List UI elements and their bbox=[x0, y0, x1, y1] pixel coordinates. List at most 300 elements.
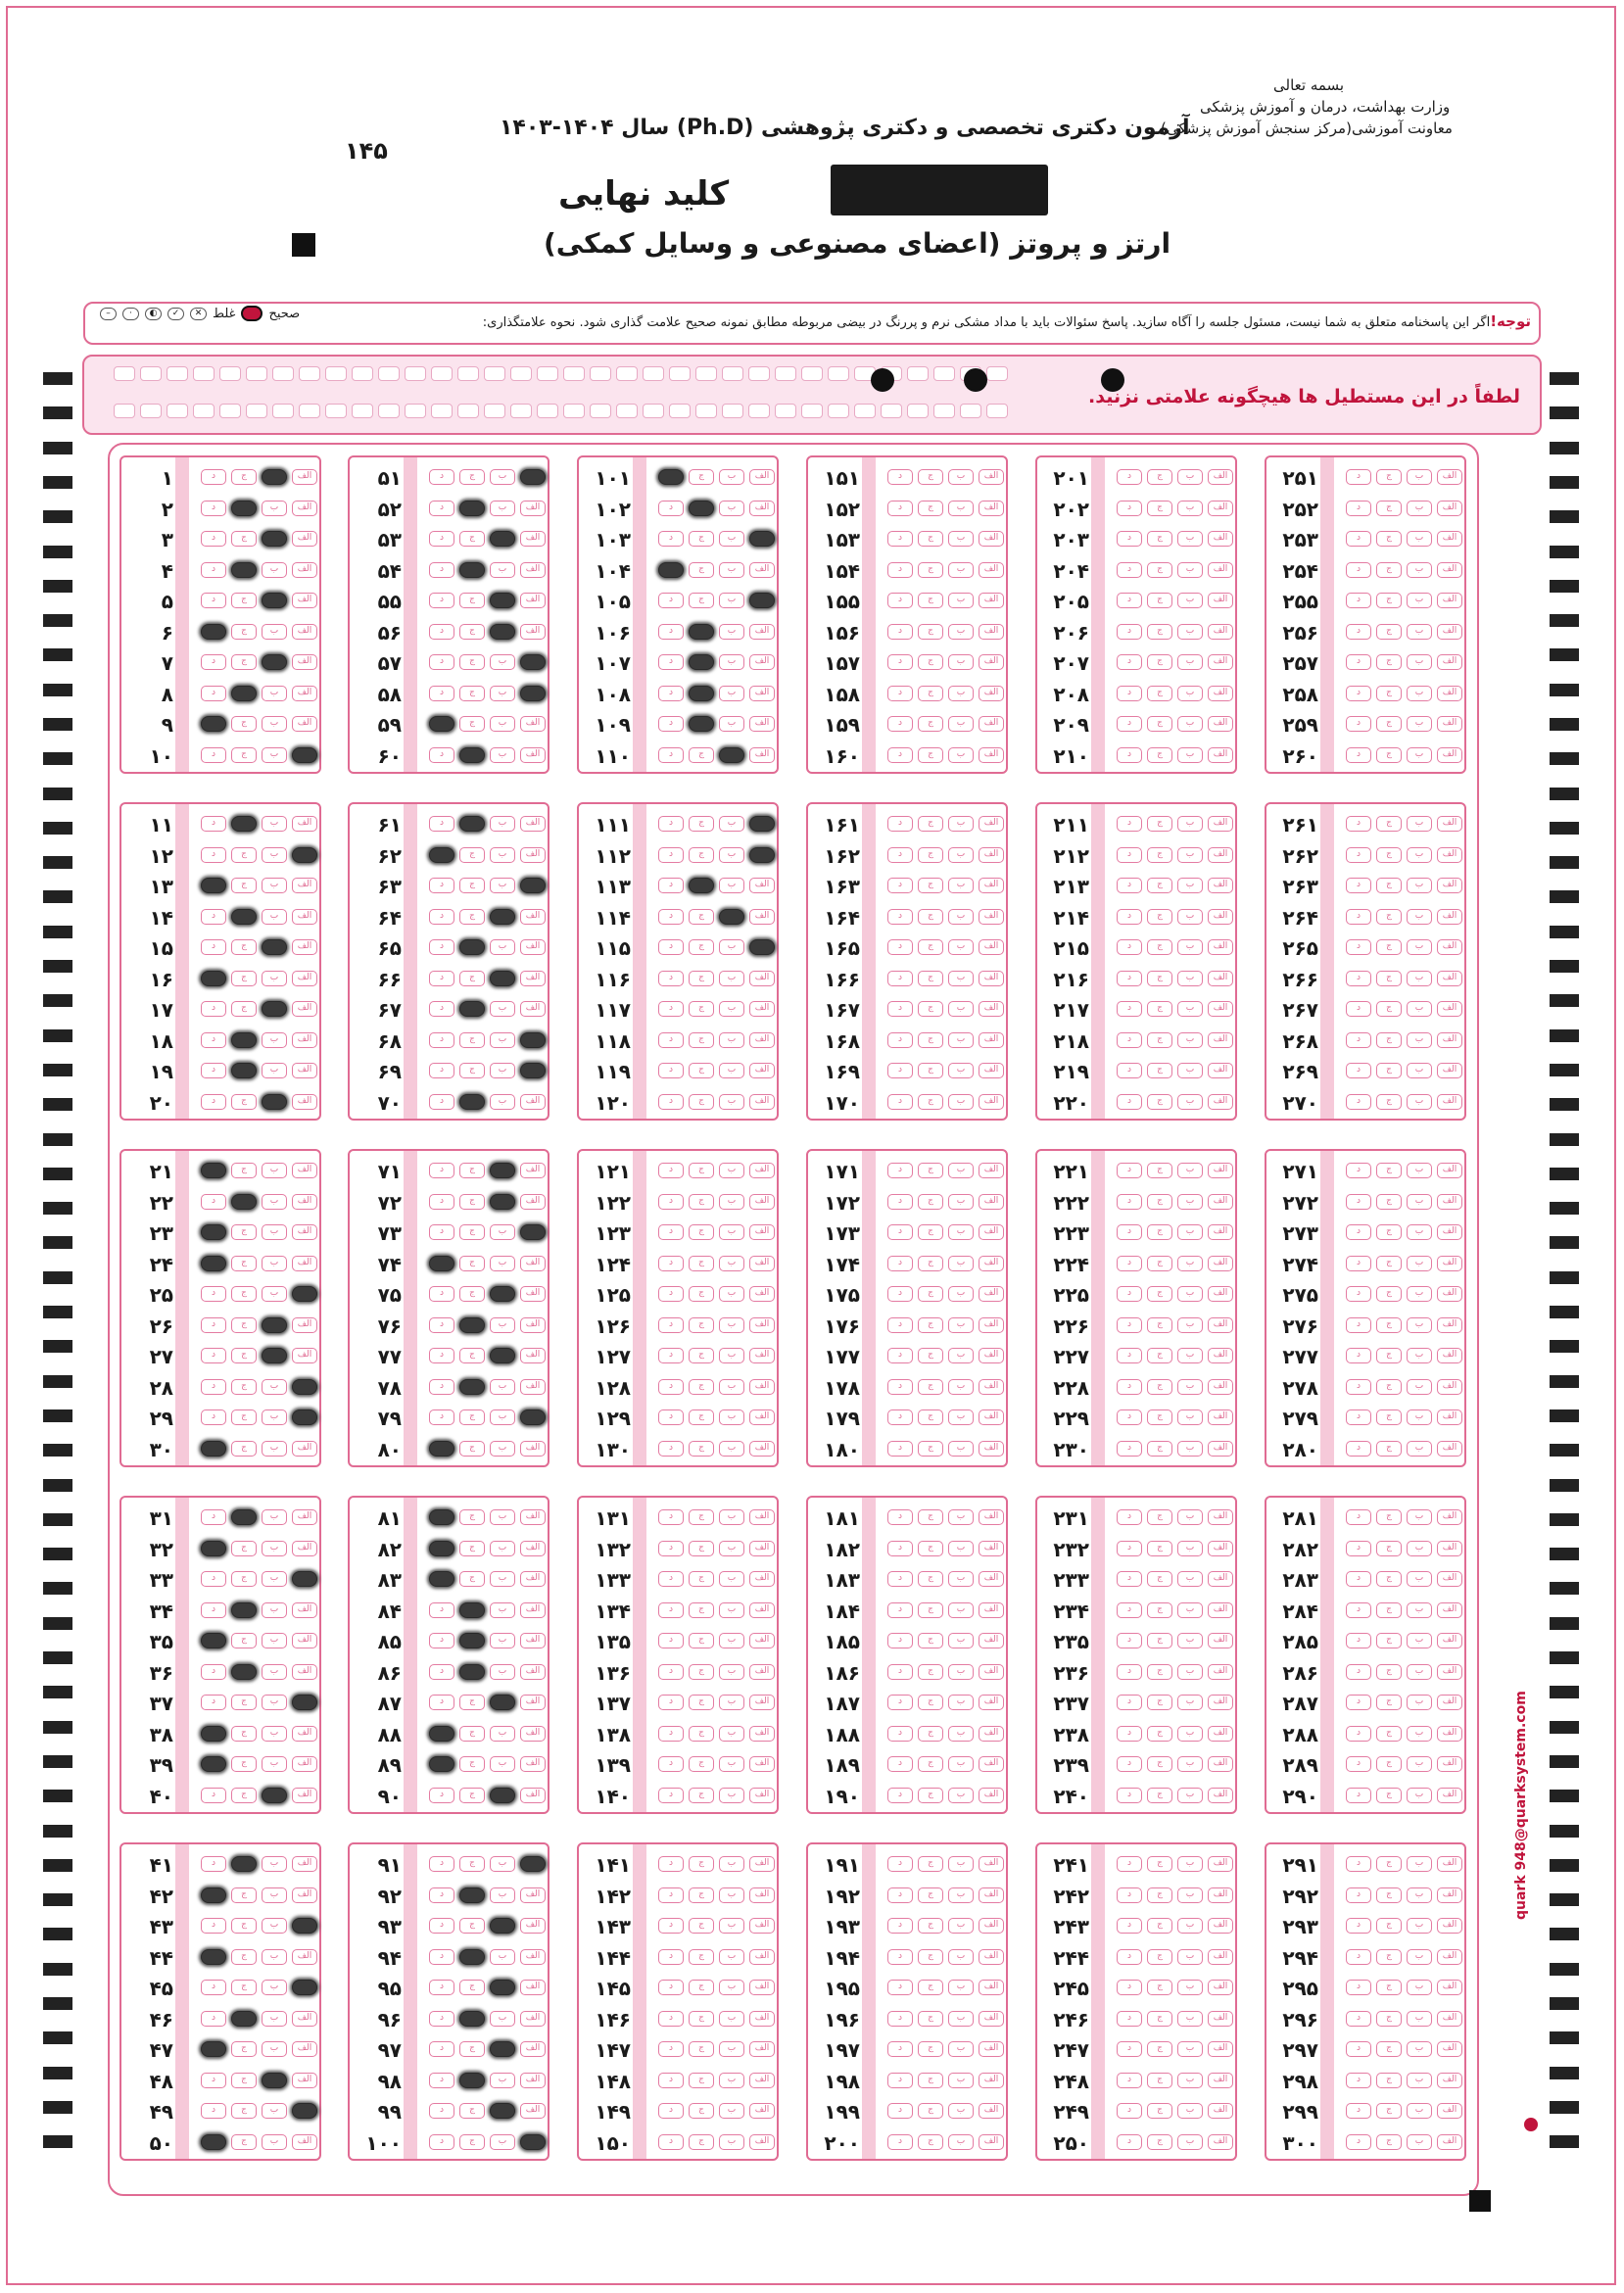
answer-bubble-c[interactable]: ج bbox=[1376, 1726, 1402, 1742]
answer-bubble-b[interactable]: ب bbox=[948, 1509, 974, 1525]
answer-bubble-d[interactable]: د bbox=[1117, 1541, 1142, 1556]
answer-bubble-d[interactable]: د bbox=[1117, 1286, 1142, 1302]
answer-bubble-c[interactable]: ج bbox=[1376, 593, 1402, 608]
answer-bubble-d[interactable]: د bbox=[887, 1094, 913, 1110]
answer-bubble-a[interactable]: الف bbox=[1437, 1664, 1462, 1680]
answer-bubble-c[interactable]: ج bbox=[918, 1441, 943, 1457]
answer-bubble-c[interactable]: ج bbox=[459, 654, 485, 670]
answer-bubble-c[interactable]: ج bbox=[918, 1317, 943, 1333]
answer-bubble-b[interactable]: ب bbox=[1177, 1633, 1203, 1648]
answer-bubble-c[interactable]: ج bbox=[689, 747, 714, 763]
answer-bubble-c[interactable]: ج bbox=[918, 1541, 943, 1556]
answer-bubble-c[interactable]: ج bbox=[231, 1887, 257, 1903]
answer-bubble-a[interactable] bbox=[292, 747, 317, 763]
answer-bubble-d[interactable] bbox=[429, 1256, 454, 1271]
answer-bubble-c[interactable]: ج bbox=[1147, 1887, 1172, 1903]
answer-bubble-b[interactable]: ب bbox=[948, 1379, 974, 1395]
answer-bubble-d[interactable]: د bbox=[1346, 1441, 1371, 1457]
answer-bubble-a[interactable]: الف bbox=[1437, 1094, 1462, 1110]
answer-bubble-d[interactable]: د bbox=[658, 2103, 684, 2119]
answer-bubble-b[interactable]: ب bbox=[719, 1541, 744, 1556]
answer-bubble-a[interactable]: الف bbox=[520, 747, 546, 763]
answer-bubble-c[interactable]: ج bbox=[231, 531, 257, 547]
answer-bubble-d[interactable]: د bbox=[429, 1695, 454, 1710]
answer-bubble-c[interactable]: ج bbox=[1147, 909, 1172, 925]
answer-bubble-d[interactable]: د bbox=[887, 1348, 913, 1363]
answer-bubble-c[interactable] bbox=[459, 562, 485, 578]
answer-bubble-d[interactable]: د bbox=[1346, 1541, 1371, 1556]
answer-bubble-d[interactable]: د bbox=[658, 909, 684, 925]
answer-bubble-c[interactable]: ج bbox=[459, 1571, 485, 1587]
answer-bubble-c[interactable]: ج bbox=[689, 1571, 714, 1587]
answer-bubble-c[interactable]: ج bbox=[1376, 1317, 1402, 1333]
answer-bubble-a[interactable]: الف bbox=[292, 1949, 317, 1965]
answer-bubble-a[interactable]: الف bbox=[1437, 2041, 1462, 2057]
answer-bubble-d[interactable]: د bbox=[1117, 1980, 1142, 1995]
answer-bubble-d[interactable]: د bbox=[201, 501, 226, 516]
answer-bubble-b[interactable]: ب bbox=[719, 531, 744, 547]
answer-bubble-b[interactable]: ب bbox=[719, 1032, 744, 1048]
answer-bubble-b[interactable]: ب bbox=[1177, 1856, 1203, 1872]
answer-bubble-d[interactable]: د bbox=[658, 1980, 684, 1995]
answer-bubble-d[interactable]: د bbox=[429, 531, 454, 547]
answer-bubble-d[interactable]: د bbox=[429, 1286, 454, 1302]
answer-bubble-c[interactable]: ج bbox=[918, 1094, 943, 1110]
answer-bubble-a[interactable]: الف bbox=[979, 593, 1004, 608]
answer-bubble-a[interactable]: الف bbox=[1208, 1509, 1233, 1525]
answer-bubble-d[interactable]: د bbox=[1117, 1856, 1142, 1872]
answer-bubble-c[interactable] bbox=[689, 624, 714, 640]
answer-bubble-a[interactable]: الف bbox=[979, 1788, 1004, 1803]
answer-bubble-b[interactable]: ب bbox=[719, 1856, 744, 1872]
answer-bubble-a[interactable]: الف bbox=[1437, 654, 1462, 670]
answer-bubble-d[interactable]: د bbox=[201, 1856, 226, 1872]
answer-bubble-c[interactable]: ج bbox=[1376, 1441, 1402, 1457]
answer-bubble-b[interactable]: ب bbox=[719, 686, 744, 701]
answer-bubble-b[interactable]: ب bbox=[948, 2073, 974, 2088]
answer-bubble-a[interactable]: الف bbox=[979, 939, 1004, 955]
answer-bubble-c[interactable] bbox=[689, 654, 714, 670]
answer-bubble-b[interactable]: ب bbox=[1177, 1571, 1203, 1587]
answer-bubble-a[interactable]: الف bbox=[1437, 1571, 1462, 1587]
answer-bubble-c[interactable]: ج bbox=[689, 531, 714, 547]
answer-bubble-b[interactable]: ب bbox=[1407, 1224, 1432, 1240]
answer-bubble-c[interactable]: ج bbox=[231, 1317, 257, 1333]
answer-bubble-d[interactable]: د bbox=[887, 624, 913, 640]
answer-bubble-d[interactable]: د bbox=[887, 1256, 913, 1271]
answer-bubble-c[interactable]: ج bbox=[1147, 1379, 1172, 1395]
answer-bubble-b[interactable]: ب bbox=[948, 2041, 974, 2057]
answer-bubble-a[interactable]: الف bbox=[979, 1756, 1004, 1772]
answer-bubble-b[interactable]: ب bbox=[948, 878, 974, 893]
answer-bubble-a[interactable]: الف bbox=[979, 1541, 1004, 1556]
answer-bubble-a[interactable]: الف bbox=[749, 686, 775, 701]
answer-bubble-d[interactable]: د bbox=[429, 1379, 454, 1395]
answer-bubble-a[interactable]: الف bbox=[292, 909, 317, 925]
answer-bubble-a[interactable]: الف bbox=[1208, 2103, 1233, 2119]
answer-bubble-c[interactable]: ج bbox=[459, 716, 485, 732]
answer-bubble-d[interactable]: د bbox=[429, 971, 454, 986]
answer-bubble-c[interactable]: ج bbox=[1147, 469, 1172, 485]
answer-bubble-a[interactable]: الف bbox=[749, 1063, 775, 1078]
answer-bubble-a[interactable]: الف bbox=[749, 2041, 775, 2057]
answer-bubble-d[interactable]: د bbox=[1117, 1194, 1142, 1210]
answer-bubble-a[interactable]: الف bbox=[749, 1317, 775, 1333]
answer-bubble-a[interactable]: الف bbox=[1437, 1286, 1462, 1302]
answer-bubble-d[interactable] bbox=[201, 2134, 226, 2150]
answer-bubble-b[interactable]: ب bbox=[262, 1949, 287, 1965]
answer-bubble-a[interactable]: الف bbox=[1437, 2011, 1462, 2027]
answer-bubble-c[interactable]: ج bbox=[459, 2041, 485, 2057]
answer-bubble-a[interactable] bbox=[520, 1224, 546, 1240]
answer-bubble-a[interactable]: الف bbox=[1437, 909, 1462, 925]
answer-bubble-b[interactable]: ب bbox=[490, 1224, 515, 1240]
answer-bubble-d[interactable]: د bbox=[429, 562, 454, 578]
answer-bubble-c[interactable] bbox=[459, 1094, 485, 1110]
answer-bubble-d[interactable]: د bbox=[658, 878, 684, 893]
answer-bubble-c[interactable]: ج bbox=[918, 654, 943, 670]
answer-bubble-d[interactable]: د bbox=[658, 1441, 684, 1457]
answer-bubble-a[interactable]: الف bbox=[520, 1001, 546, 1017]
answer-bubble-b[interactable]: ب bbox=[948, 1224, 974, 1240]
answer-bubble-c[interactable]: ج bbox=[231, 971, 257, 986]
answer-bubble-d[interactable]: د bbox=[887, 1317, 913, 1333]
answer-bubble-b[interactable]: ب bbox=[490, 1571, 515, 1587]
answer-bubble-d[interactable] bbox=[201, 716, 226, 732]
answer-bubble-b[interactable]: ب bbox=[948, 2103, 974, 2119]
answer-bubble-d[interactable]: د bbox=[658, 1409, 684, 1425]
answer-bubble-c[interactable]: ج bbox=[689, 2103, 714, 2119]
answer-bubble-a[interactable]: الف bbox=[520, 593, 546, 608]
answer-bubble-d[interactable]: د bbox=[887, 501, 913, 516]
answer-bubble-b[interactable]: ب bbox=[948, 1695, 974, 1710]
answer-bubble-d[interactable]: د bbox=[887, 1695, 913, 1710]
answer-bubble-c[interactable]: ج bbox=[918, 1664, 943, 1680]
answer-bubble-a[interactable]: الف bbox=[292, 816, 317, 832]
answer-bubble-a[interactable]: الف bbox=[979, 501, 1004, 516]
answer-bubble-b[interactable]: ب bbox=[262, 816, 287, 832]
answer-bubble-a[interactable]: الف bbox=[292, 1224, 317, 1240]
answer-bubble-c[interactable]: ج bbox=[1147, 1856, 1172, 1872]
answer-bubble-d[interactable]: د bbox=[1117, 531, 1142, 547]
answer-bubble-c[interactable]: ج bbox=[231, 2073, 257, 2088]
answer-bubble-c[interactable]: ج bbox=[689, 1856, 714, 1872]
answer-bubble-a[interactable]: الف bbox=[749, 501, 775, 516]
answer-bubble-a[interactable]: الف bbox=[292, 531, 317, 547]
answer-bubble-c[interactable]: ج bbox=[1376, 2041, 1402, 2057]
answer-bubble-d[interactable]: د bbox=[658, 1695, 684, 1710]
answer-bubble-d[interactable]: د bbox=[1117, 2073, 1142, 2088]
answer-bubble-b[interactable]: ب bbox=[490, 1664, 515, 1680]
answer-bubble-d[interactable]: د bbox=[1346, 1949, 1371, 1965]
answer-bubble-d[interactable]: د bbox=[201, 686, 226, 701]
answer-bubble-a[interactable]: الف bbox=[979, 1949, 1004, 1965]
answer-bubble-a[interactable]: الف bbox=[520, 816, 546, 832]
answer-bubble-d[interactable]: د bbox=[1117, 1094, 1142, 1110]
answer-bubble-c[interactable]: ج bbox=[1147, 1788, 1172, 1803]
answer-bubble-d[interactable]: د bbox=[1346, 1856, 1371, 1872]
answer-bubble-b[interactable]: ب bbox=[948, 939, 974, 955]
answer-bubble-b[interactable]: ب bbox=[719, 939, 744, 955]
answer-bubble-d[interactable]: د bbox=[658, 1194, 684, 1210]
answer-bubble-d[interactable]: د bbox=[1346, 1379, 1371, 1395]
answer-bubble-a[interactable]: الف bbox=[749, 1726, 775, 1742]
answer-bubble-b[interactable]: ب bbox=[1177, 531, 1203, 547]
answer-bubble-c[interactable]: ج bbox=[689, 1887, 714, 1903]
answer-bubble-a[interactable]: الف bbox=[520, 971, 546, 986]
answer-bubble-c[interactable]: ج bbox=[689, 469, 714, 485]
answer-bubble-c[interactable]: ج bbox=[1147, 1317, 1172, 1333]
answer-bubble-a[interactable] bbox=[749, 847, 775, 863]
answer-bubble-b[interactable]: ب bbox=[490, 1441, 515, 1457]
answer-bubble-b[interactable]: ب bbox=[1407, 1633, 1432, 1648]
answer-bubble-a[interactable] bbox=[292, 847, 317, 863]
answer-bubble-a[interactable]: الف bbox=[520, 2011, 546, 2027]
answer-bubble-c[interactable] bbox=[459, 747, 485, 763]
answer-bubble-b[interactable]: ب bbox=[1177, 2134, 1203, 2150]
answer-bubble-d[interactable]: د bbox=[201, 654, 226, 670]
answer-bubble-d[interactable]: د bbox=[887, 1163, 913, 1178]
answer-bubble-a[interactable]: الف bbox=[979, 2103, 1004, 2119]
answer-bubble-d[interactable]: د bbox=[1346, 2041, 1371, 2057]
answer-bubble-c[interactable] bbox=[689, 716, 714, 732]
answer-bubble-d[interactable]: د bbox=[1346, 686, 1371, 701]
answer-bubble-d[interactable]: د bbox=[887, 1224, 913, 1240]
answer-bubble-a[interactable]: الف bbox=[520, 1788, 546, 1803]
answer-bubble-a[interactable]: الف bbox=[1208, 716, 1233, 732]
answer-bubble-b[interactable]: ب bbox=[1407, 2011, 1432, 2027]
answer-bubble-a[interactable]: الف bbox=[979, 1633, 1004, 1648]
answer-bubble-a[interactable]: الف bbox=[749, 1256, 775, 1271]
answer-bubble-c[interactable]: ج bbox=[1376, 1887, 1402, 1903]
answer-bubble-b[interactable]: ب bbox=[719, 562, 744, 578]
answer-bubble-b[interactable]: ب bbox=[262, 1695, 287, 1710]
answer-bubble-b[interactable]: ب bbox=[1177, 593, 1203, 608]
answer-bubble-a[interactable]: الف bbox=[1208, 1726, 1233, 1742]
answer-bubble-a[interactable] bbox=[520, 1409, 546, 1425]
answer-bubble-c[interactable]: ج bbox=[1147, 1063, 1172, 1078]
answer-bubble-b[interactable]: ب bbox=[1407, 939, 1432, 955]
answer-bubble-c[interactable]: ج bbox=[1376, 469, 1402, 485]
answer-bubble-d[interactable] bbox=[201, 878, 226, 893]
answer-bubble-b[interactable]: ب bbox=[262, 1918, 287, 1934]
answer-bubble-d[interactable]: د bbox=[1346, 2011, 1371, 2027]
answer-bubble-c[interactable]: ج bbox=[1376, 1664, 1402, 1680]
answer-bubble-c[interactable]: ج bbox=[459, 1348, 485, 1363]
answer-bubble-d[interactable]: د bbox=[1346, 1194, 1371, 1210]
answer-bubble-d[interactable]: د bbox=[658, 1887, 684, 1903]
answer-bubble-b[interactable] bbox=[262, 469, 287, 485]
answer-bubble-c[interactable] bbox=[231, 1032, 257, 1048]
answer-bubble-d[interactable] bbox=[201, 1949, 226, 1965]
answer-bubble-a[interactable]: الف bbox=[292, 1602, 317, 1618]
answer-bubble-a[interactable] bbox=[292, 1409, 317, 1425]
answer-bubble-c[interactable]: ج bbox=[1376, 878, 1402, 893]
answer-bubble-d[interactable]: د bbox=[201, 1602, 226, 1618]
answer-bubble-d[interactable]: د bbox=[887, 1788, 913, 1803]
answer-bubble-b[interactable]: ب bbox=[948, 1887, 974, 1903]
answer-bubble-b[interactable] bbox=[262, 593, 287, 608]
answer-bubble-b[interactable] bbox=[262, 1788, 287, 1803]
answer-bubble-c[interactable]: ج bbox=[689, 909, 714, 925]
answer-bubble-a[interactable]: الف bbox=[1208, 686, 1233, 701]
answer-bubble-d[interactable]: د bbox=[1346, 1001, 1371, 1017]
answer-bubble-a[interactable]: الف bbox=[749, 971, 775, 986]
answer-bubble-d[interactable]: د bbox=[201, 1918, 226, 1934]
answer-bubble-b[interactable] bbox=[719, 909, 744, 925]
answer-bubble-b[interactable]: ب bbox=[1177, 1664, 1203, 1680]
answer-bubble-a[interactable]: الف bbox=[979, 1509, 1004, 1525]
answer-bubble-c[interactable]: ج bbox=[1376, 1001, 1402, 1017]
answer-bubble-a[interactable]: الف bbox=[520, 1163, 546, 1178]
answer-bubble-d[interactable]: د bbox=[201, 1509, 226, 1525]
answer-bubble-a[interactable]: الف bbox=[749, 1379, 775, 1395]
answer-bubble-d[interactable]: د bbox=[201, 1194, 226, 1210]
answer-bubble-c[interactable]: ج bbox=[1376, 716, 1402, 732]
answer-bubble-b[interactable] bbox=[490, 1788, 515, 1803]
answer-bubble-a[interactable]: الف bbox=[1437, 747, 1462, 763]
answer-bubble-a[interactable]: الف bbox=[979, 531, 1004, 547]
answer-bubble-a[interactable]: الف bbox=[520, 1379, 546, 1395]
answer-bubble-b[interactable]: ب bbox=[1177, 1887, 1203, 1903]
answer-bubble-a[interactable]: الف bbox=[749, 1664, 775, 1680]
answer-bubble-a[interactable]: الف bbox=[292, 1001, 317, 1017]
answer-bubble-c[interactable]: ج bbox=[231, 747, 257, 763]
answer-bubble-a[interactable]: الف bbox=[292, 939, 317, 955]
answer-bubble-a[interactable]: الف bbox=[979, 654, 1004, 670]
answer-bubble-b[interactable] bbox=[490, 1980, 515, 1995]
answer-bubble-b[interactable]: ب bbox=[1407, 816, 1432, 832]
answer-bubble-c[interactable]: ج bbox=[459, 686, 485, 701]
answer-bubble-a[interactable]: الف bbox=[979, 1887, 1004, 1903]
answer-bubble-d[interactable]: د bbox=[1117, 1918, 1142, 1934]
answer-bubble-c[interactable] bbox=[459, 1379, 485, 1395]
answer-bubble-a[interactable]: الف bbox=[749, 1949, 775, 1965]
answer-bubble-d[interactable]: د bbox=[887, 1032, 913, 1048]
answer-bubble-b[interactable]: ب bbox=[719, 1887, 744, 1903]
answer-bubble-d[interactable]: د bbox=[658, 939, 684, 955]
answer-bubble-b[interactable]: ب bbox=[719, 1918, 744, 1934]
answer-bubble-b[interactable]: ب bbox=[1177, 2011, 1203, 2027]
answer-bubble-a[interactable]: الف bbox=[749, 2073, 775, 2088]
answer-bubble-b[interactable]: ب bbox=[262, 1756, 287, 1772]
answer-bubble-a[interactable]: الف bbox=[292, 2073, 317, 2088]
answer-bubble-b[interactable]: ب bbox=[1177, 1001, 1203, 1017]
answer-bubble-a[interactable]: الف bbox=[1437, 971, 1462, 986]
answer-bubble-b[interactable]: ب bbox=[1407, 1317, 1432, 1333]
answer-bubble-c[interactable]: ج bbox=[1147, 1602, 1172, 1618]
answer-bubble-b[interactable] bbox=[490, 1163, 515, 1178]
answer-bubble-c[interactable]: ج bbox=[918, 1856, 943, 1872]
answer-bubble-d[interactable]: د bbox=[429, 816, 454, 832]
answer-bubble-a[interactable]: الف bbox=[749, 1224, 775, 1240]
answer-bubble-c[interactable]: ج bbox=[689, 1918, 714, 1934]
answer-bubble-d[interactable]: د bbox=[658, 1094, 684, 1110]
answer-bubble-b[interactable]: ب bbox=[490, 1256, 515, 1271]
answer-bubble-b[interactable]: ب bbox=[1407, 624, 1432, 640]
answer-bubble-b[interactable]: ب bbox=[1407, 1887, 1432, 1903]
answer-bubble-b[interactable]: ب bbox=[719, 1001, 744, 1017]
answer-bubble-b[interactable]: ب bbox=[490, 1094, 515, 1110]
answer-bubble-c[interactable]: ج bbox=[231, 1224, 257, 1240]
answer-bubble-b[interactable]: ب bbox=[948, 1571, 974, 1587]
answer-bubble-a[interactable]: الف bbox=[1437, 1633, 1462, 1648]
answer-bubble-c[interactable]: ج bbox=[689, 847, 714, 863]
answer-bubble-b[interactable]: ب bbox=[490, 1032, 515, 1048]
answer-bubble-a[interactable]: الف bbox=[292, 1509, 317, 1525]
answer-bubble-c[interactable]: ج bbox=[1147, 624, 1172, 640]
answer-bubble-c[interactable]: ج bbox=[1147, 1918, 1172, 1934]
answer-bubble-b[interactable]: ب bbox=[1177, 1063, 1203, 1078]
answer-bubble-a[interactable]: الف bbox=[1437, 716, 1462, 732]
answer-bubble-c[interactable]: ج bbox=[689, 1980, 714, 1995]
answer-bubble-c[interactable] bbox=[231, 562, 257, 578]
answer-bubble-a[interactable]: الف bbox=[520, 2041, 546, 2057]
answer-bubble-c[interactable]: ج bbox=[918, 2011, 943, 2027]
answer-bubble-b[interactable]: ب bbox=[719, 1348, 744, 1363]
answer-bubble-b[interactable]: ب bbox=[262, 971, 287, 986]
answer-bubble-a[interactable]: الف bbox=[292, 1541, 317, 1556]
answer-bubble-c[interactable]: ج bbox=[1376, 1348, 1402, 1363]
answer-bubble-d[interactable]: د bbox=[887, 971, 913, 986]
answer-bubble-a[interactable]: الف bbox=[1208, 1286, 1233, 1302]
answer-bubble-b[interactable]: ب bbox=[490, 1633, 515, 1648]
answer-bubble-b[interactable]: ب bbox=[948, 1348, 974, 1363]
answer-bubble-a[interactable]: الف bbox=[749, 1887, 775, 1903]
answer-bubble-d[interactable]: د bbox=[1117, 747, 1142, 763]
answer-bubble-c[interactable]: ج bbox=[918, 747, 943, 763]
answer-bubble-c[interactable]: ج bbox=[689, 1695, 714, 1710]
answer-bubble-c[interactable]: ج bbox=[1376, 562, 1402, 578]
answer-bubble-b[interactable]: ب bbox=[490, 1726, 515, 1742]
answer-bubble-d[interactable]: د bbox=[887, 686, 913, 701]
answer-bubble-c[interactable]: ج bbox=[918, 2073, 943, 2088]
answer-bubble-d[interactable]: د bbox=[887, 593, 913, 608]
answer-bubble-b[interactable] bbox=[262, 1317, 287, 1333]
answer-bubble-a[interactable]: الف bbox=[1437, 1441, 1462, 1457]
answer-bubble-c[interactable]: ج bbox=[1147, 686, 1172, 701]
answer-bubble-a[interactable]: الف bbox=[749, 624, 775, 640]
answer-bubble-c[interactable] bbox=[459, 1602, 485, 1618]
answer-bubble-d[interactable]: د bbox=[1117, 1379, 1142, 1395]
answer-bubble-a[interactable]: الف bbox=[1437, 1509, 1462, 1525]
answer-bubble-d[interactable]: د bbox=[1346, 1032, 1371, 1048]
answer-bubble-b[interactable]: ب bbox=[262, 1163, 287, 1178]
answer-bubble-c[interactable]: ج bbox=[918, 2134, 943, 2150]
answer-bubble-b[interactable]: ب bbox=[1177, 971, 1203, 986]
answer-bubble-d[interactable]: د bbox=[887, 1664, 913, 1680]
answer-bubble-c[interactable]: ج bbox=[689, 1664, 714, 1680]
answer-bubble-a[interactable]: الف bbox=[1208, 1541, 1233, 1556]
answer-bubble-a[interactable]: الف bbox=[520, 1756, 546, 1772]
answer-bubble-c[interactable]: ج bbox=[689, 816, 714, 832]
answer-bubble-d[interactable]: د bbox=[658, 1379, 684, 1395]
answer-bubble-a[interactable]: الف bbox=[979, 2011, 1004, 2027]
answer-bubble-a[interactable]: الف bbox=[520, 847, 546, 863]
answer-bubble-b[interactable]: ب bbox=[719, 1726, 744, 1742]
answer-bubble-d[interactable]: د bbox=[1346, 1094, 1371, 1110]
answer-bubble-c[interactable]: ج bbox=[689, 2134, 714, 2150]
answer-bubble-a[interactable]: الف bbox=[979, 2073, 1004, 2088]
answer-bubble-c[interactable]: ج bbox=[689, 593, 714, 608]
answer-bubble-a[interactable]: الف bbox=[979, 2134, 1004, 2150]
answer-bubble-d[interactable]: د bbox=[887, 1856, 913, 1872]
answer-bubble-c[interactable]: ج bbox=[459, 1980, 485, 1995]
answer-bubble-a[interactable]: الف bbox=[979, 1602, 1004, 1618]
answer-bubble-a[interactable]: الف bbox=[520, 1633, 546, 1648]
answer-bubble-b[interactable]: ب bbox=[719, 1194, 744, 1210]
answer-bubble-a[interactable]: الف bbox=[1437, 1949, 1462, 1965]
